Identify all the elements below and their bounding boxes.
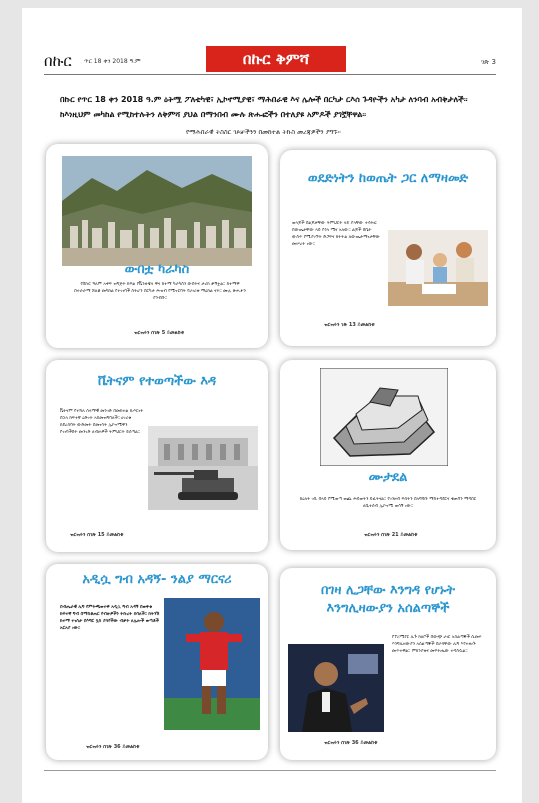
masthead-title: በኩር — [44, 52, 72, 70]
article-excerpt: የበኩር ዓለም አቀፍ ዝግጅት ክፍል የቬንዙዌላ ዋና ከተማ ካራካስን ውበትና ታሪክ ቃኝቷል። ከተማዋ በተራራማ ሸለቆ መካከል የተገነባች ስትሆን በርካታ ሕዝብ የሚኖርባት የሀገሪቱ ማዕከል ናት። ሙሉ ጽሑፉን ያንብቡ። — [74, 282, 246, 301]
coach-photo-image — [288, 644, 384, 732]
caracas-city-image — [62, 156, 252, 266]
article-card-vietnam[interactable] — [46, 360, 268, 552]
article-page-ref: ዝርዝሩን በገጽ 36 ይመልከቱ — [324, 740, 378, 746]
article-excerpt: ቬትናም የተሻለ ሰላማዊ መንገድ በመከተል ከጦርነት በኋላ ከፍተኛ ዕድገት አስመዝግባለች። ሀገሪቱ ከደረሰባት ውድመት በመነሳት ኢኮኖሚዋን የገነባችበት መንገድ ለብዙዎች ትምህርት ይሰጣል። — [60, 409, 144, 435]
masthead — [44, 50, 496, 72]
article-page-ref: ዝርዝሩን ገጽ 13 ይመልከቱ — [324, 322, 375, 328]
article-title: ውበቷ ካራካስ — [124, 262, 190, 277]
page-number: ገጽ 3 — [480, 58, 496, 66]
article-card-caracas[interactable] — [46, 144, 268, 348]
footballer-image — [164, 598, 260, 730]
masthead-date: ጥር 18 ቀን 2018 ዓ.ም — [84, 58, 141, 65]
article-page-ref: ዝርዝሩን በገጽ 15 ይመልከቱ — [70, 532, 124, 538]
article-title: ቬትናም የተወጣችው እዳ — [97, 374, 217, 389]
article-excerpt: የፕሪሚየር ሊጉ ክለቦች በውጭ ሀገር አሰልጣኞች ሲመሩ እንግሊዛውያን አሰልጣኞች በራሳቸው ሊግ እየተዘነጉ መጥተዋል። ምክንያቱና መፍትሔው ተዳስሷል። — [392, 635, 482, 654]
article-card-goal-scorer[interactable] — [46, 564, 268, 760]
article-title: ወደድነትን ከወጤት ጋር ለማዛመድ — [307, 171, 469, 186]
article-card-english-coaches[interactable] — [280, 568, 496, 760]
article-excerpt: ወላጆች በልጆቻቸው ትምህርት ላይ ያላቸው ተሳትፎ በውጤታቸው ላይ የጎላ ሚና አለው። ልጆች በቤት ውስጥ የሚያገኙት ድጋፍና ክትትል ለውጤታማነታቸው መሠረት ነው። — [292, 221, 380, 247]
article-title: ሙታደል — [368, 470, 408, 485]
masthead-logo: በኩር ቅምሻ — [206, 46, 346, 72]
money-pile-sketch — [320, 368, 448, 466]
article-page-ref: ዝርዝሩን በገጽ 21 ይመልከቱ — [364, 532, 418, 538]
article-card-money[interactable] — [280, 360, 496, 550]
article-title: በገዛ ሊጋቸው እንግዳ የሆኑት እንግሊዛውያን አሰልጣኞች — [320, 583, 455, 616]
article-excerpt: በብሔራዊ ሊግ የምትጫወተዋ አዲሷ ግብ አዳኝ በወቅቱ ከፍተኛ ግብ በማስቆጠር የብዙዎችን ትኩረት ስባለች። ከትንሽ ከተማ ተነስታ በእግር ኳስ ያሳየችው ብቃት ለሌሎች ወጣቶች አርአያ ነው። — [60, 605, 160, 631]
family-study-image — [388, 230, 488, 306]
footer-divider — [44, 770, 496, 771]
intro-social-note: የማሕበራዊ ትስስር ገጾቻችንን በመከተል ትኩስ መረጃዎችን ያግኙ። — [186, 128, 341, 136]
article-excerpt: ከዕለት ገቢ በላይ የሚወጣ ወጪ ሕይወትን ይፈትናል። የገንዘብ ፍሰትን በአግባቡ ማስተዳደርና ቁጠባን ማዳበር ለቤተሰብ ኢኮኖሚ ወሳኝ ነው። — [299, 497, 477, 509]
article-page-ref: ዝርዝሩን በገጽ 5 ይመልከቱ — [134, 330, 184, 336]
header-divider — [44, 74, 496, 75]
intro-paragraph: በኩር የጥር 18 ቀን 2018 ዓ.ም ዕትሟ ፖለቲካዊ፣ ኢኮኖሚያዊ፣ ማሕበራዊ እና ሌሎች በርካታ ርእሰ ጉዳዮችን አካታ ለንባብ አብቅታለች። ከእነዚህም መካከል የሚከተሉትን ለቅምሻ ያህል በማንበብ ሙሉ ጽሑፎችን በተለያዩ አምዶች ያገኟቸዋል። — [60, 95, 468, 119]
article-title: አዲሷ ግብ አዳኝ- ንልያ ማርናሪ — [82, 572, 232, 587]
article-page-ref: ዝርዝሩን በገጽ 36 ይመልከቱ — [86, 744, 140, 750]
article-card-parenting[interactable] — [280, 150, 496, 346]
tank-palace-image — [148, 426, 258, 510]
